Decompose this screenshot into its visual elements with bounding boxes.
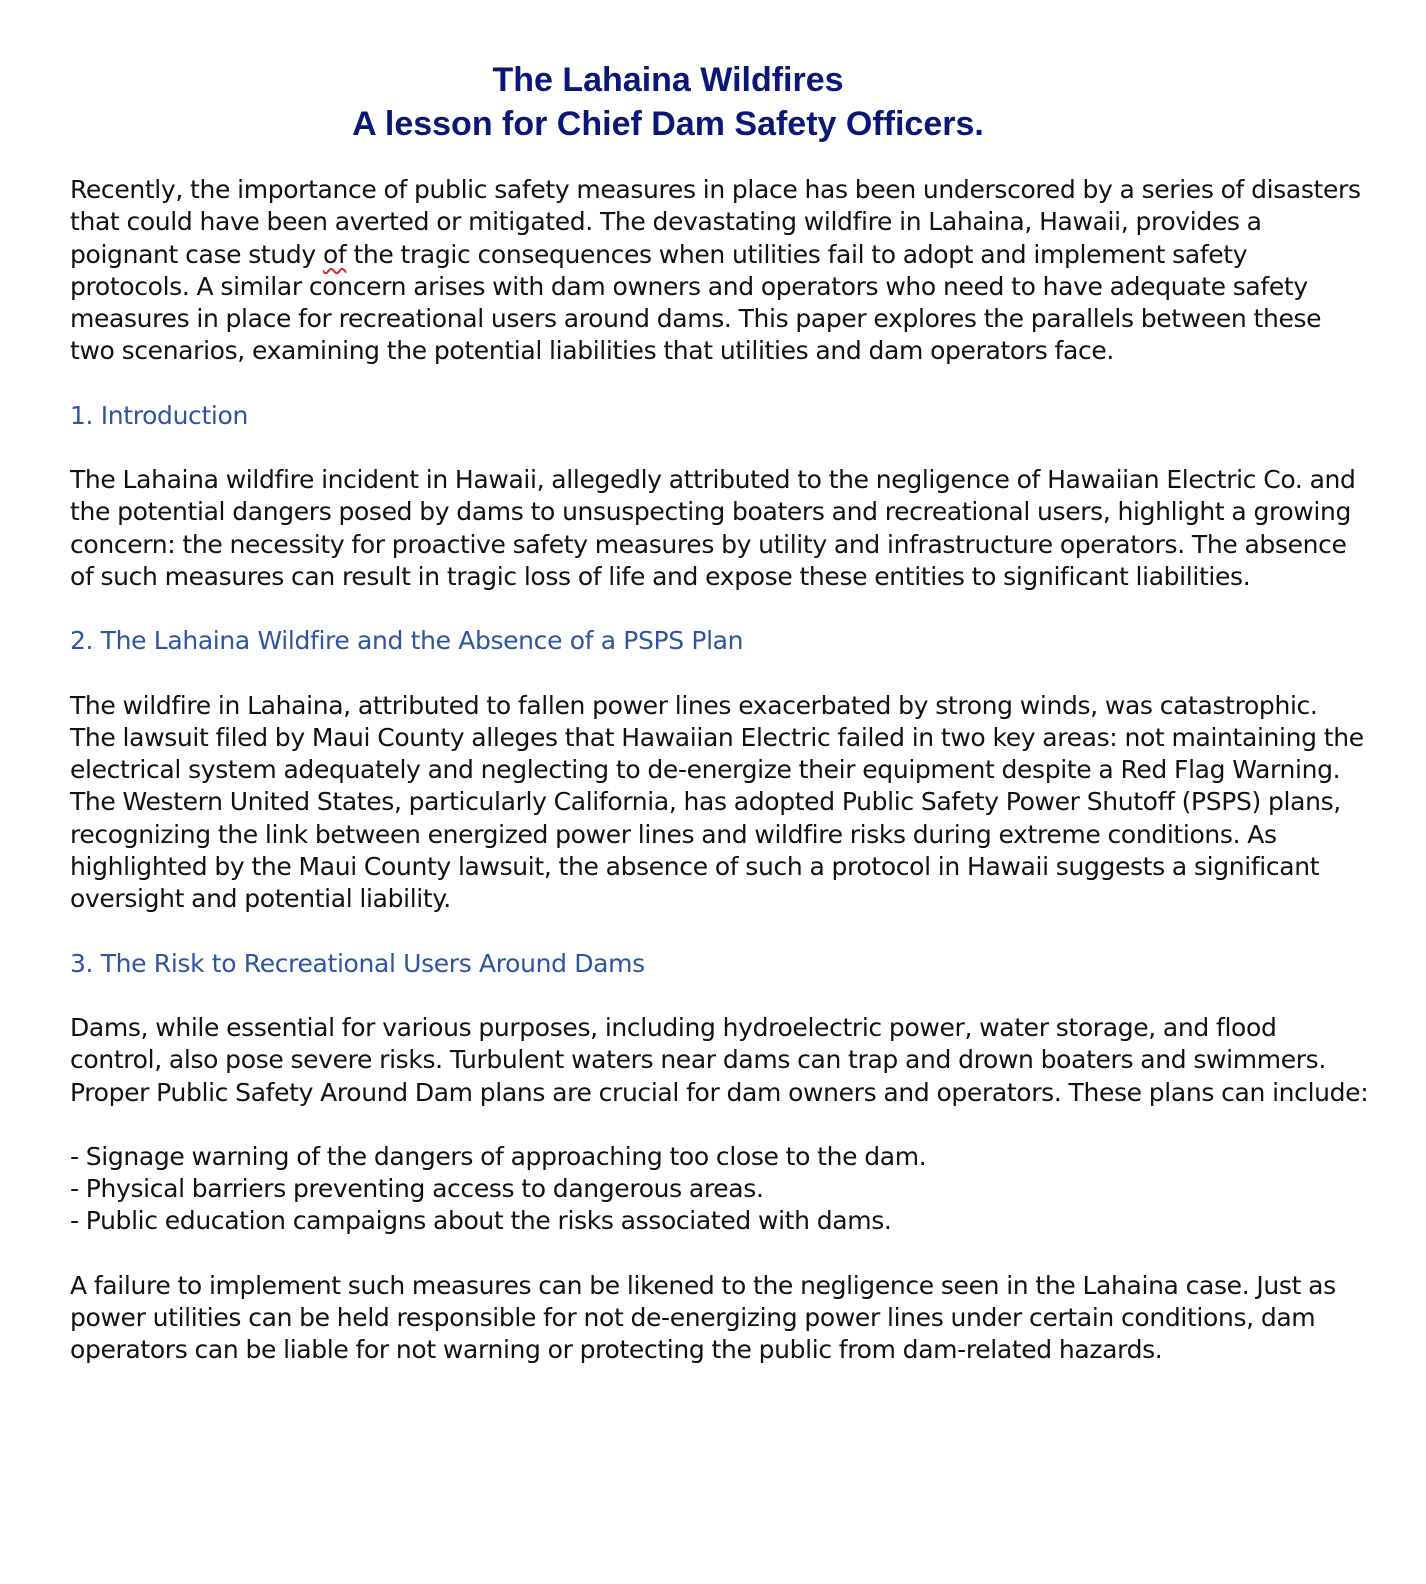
dam-risk-closing-paragraph: A failure to implement such measures can be likened to the negligence seen in the Lahaina case. Just as power utilities can be held responsible for not de-energizing power lines under certain conditions, dam operators can be liable for not warning or protecting the public from dam-related hazards. [70, 1270, 1336, 1365]
introduction-paragraph: The Lahaina wildfire incident in Hawaii, allegedly attributed to the negligence of Hawaiian Electric Co. and the potential dangers posed by dams to unsuspecting boaters and recreational users, highlight a growing concern: the necessity for proactive safety measures by utility and infrastructure operators. The absence of such measures can result in tragic loss of life and expose these entities to significant liabilities. [70, 465, 1356, 591]
list-item: - Public education campaigns about the risks associated with dams. [70, 1205, 1370, 1237]
document-page [70, 58, 1370, 1399]
section-heading-dam-risk: 3. The Risk to Recreational Users Around Dams [70, 948, 645, 978]
list-item: - Signage warning of the dangers of approaching too close to the dam. [70, 1141, 1370, 1173]
title-line-1: The Lahaina Wildfires [492, 61, 844, 99]
title-line-2: A lesson for Chief Dam Safety Officers. [352, 105, 984, 143]
document-title [70, 58, 1266, 146]
dam-risk-paragraph: Dams, while essential for various purposes, including hydroelectric power, water storage, and flood control, also pose severe risks. Turbulent waters near dams can trap and drown boaters and swimmers. Proper Public Safety Around Dam plans are crucial for dam owners and operators. These plans can include: [70, 1012, 1369, 1107]
spelling-flagged-word[interactable]: of [322, 239, 347, 269]
intro-text-before: Recently, the importance of public safety measures in place has been underscored by a series of disasters that could have been averted or mitigated. The devastating wildfire in Lahaina, Hawaii, provides a poignant case study [70, 175, 1361, 269]
intro-text-after: the tragic consequences when utilities fail to adopt and implement safety protocols. A similar concern arises with dam owners and operators who need to have adequate safety measures in place for recreational users around dams. This paper explores the parallels between these two scenarios, examining the potential liabilities that utilities and dam operators face. [70, 239, 1322, 366]
section-heading-lahaina-wildfire: 2. The Lahaina Wildfire and the Absence of a PSPS Plan [70, 626, 744, 656]
intro-paragraph [70, 174, 1370, 368]
safety-measures-list [70, 1141, 1370, 1238]
section-heading-introduction: 1. Introduction [70, 400, 248, 430]
lahaina-wildfire-paragraph: The wildfire in Lahaina, attributed to fallen power lines exacerbated by strong winds, was catastrophic. The lawsuit filed by Maui County alleges that Hawaiian Electric failed in two key areas: not maintaining the electrical system adequately and neglecting to de-energize their equipment despite a Red Flag Warning. The Western United States, particularly California, has adopted Public Safety Power Shutoff (PSPS) plans, recognizing the link between energized power lines and wildfire risks during extreme conditions. As highlighted by the Maui County lawsuit, the absence of such a protocol in Hawaii suggests a significant oversight and potential liability. [70, 690, 1364, 914]
list-item: - Physical barriers preventing access to dangerous areas. [70, 1173, 1370, 1205]
